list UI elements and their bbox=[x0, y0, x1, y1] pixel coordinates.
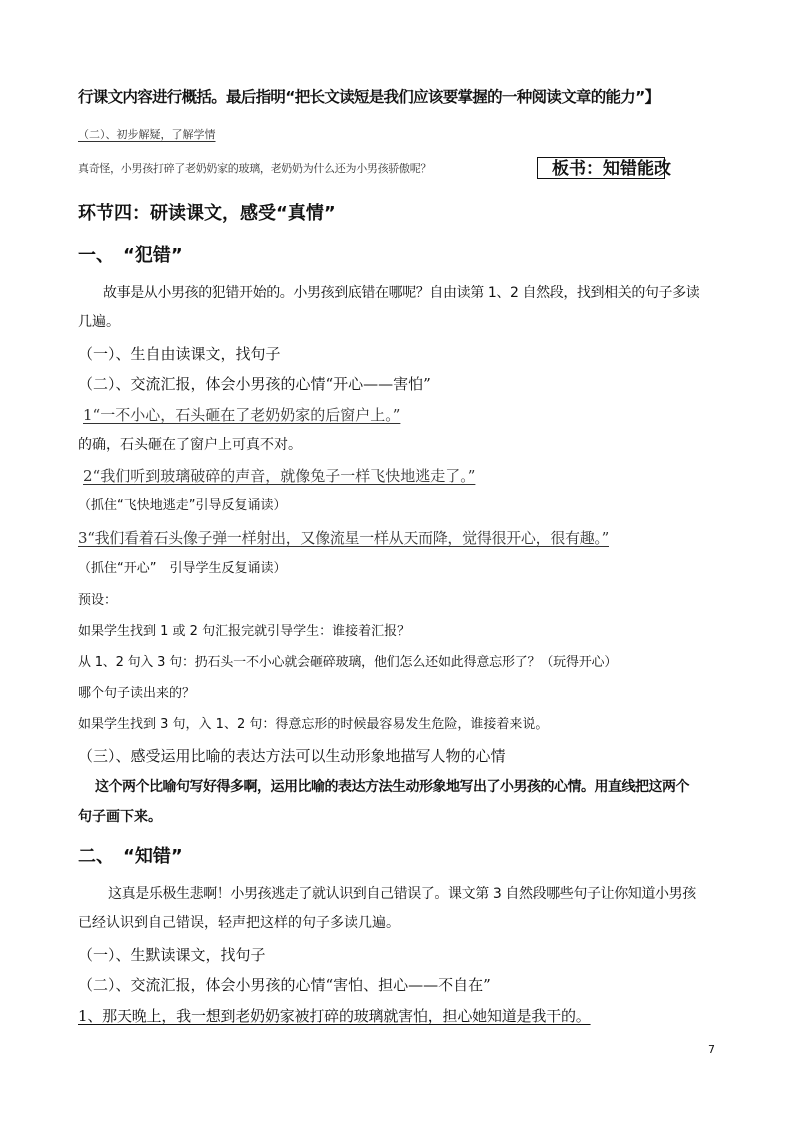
paragraph-text: 这真是乐极生悲啊！小男孩逃走了就认识到自己错误了。课文第 3 自然段哪些句子让你知道小男孩 bbox=[108, 886, 696, 902]
paragraph-text: 预设： bbox=[78, 593, 118, 608]
list-item: （二）、交流汇报，体会小男孩的心情“害怕、担心——不自在” bbox=[78, 976, 491, 994]
quoted-sentence: 3“我们看着石头像子弹一样射出，又像流星一样从天而降，觉得很开心，很有趣。” bbox=[78, 529, 609, 547]
paragraph-text: （抓住“飞快地逃走”引导反复诵读） bbox=[78, 498, 287, 513]
paragraph-text: 的确，石头砸在了窗户上可真不对。 bbox=[78, 437, 302, 453]
section-heading: 二、 “知错” bbox=[78, 846, 183, 867]
list-item: （二）、交流汇报，体会小男孩的心情“开心——害怕” bbox=[78, 375, 431, 393]
page-number: 7 bbox=[708, 1043, 715, 1056]
section-heading: （二）、初步解疑，了解学情 bbox=[78, 128, 216, 141]
paragraph-text: 几遍。 bbox=[78, 314, 120, 330]
paragraph-text: 句子画下来。 bbox=[78, 809, 162, 825]
paragraph-text: 已经认识到自己错误，轻声把这样的句子多读几遍。 bbox=[78, 915, 400, 931]
section-heading: 一、 “犯错” bbox=[78, 245, 183, 266]
paragraph-text: 这个两个比喻句写好得多啊，运用比喻的表达方法生动形象地写出了小男孩的心情。用直线把这两个 bbox=[95, 779, 689, 795]
section-heading: 环节四：研读课文，感受“真情” bbox=[78, 203, 336, 224]
list-item: （一）、生自由读课文，找句子 bbox=[78, 345, 281, 363]
question-text: 真奇怪，小男孩打碎了老奶奶家的玻璃，老奶奶为什么还为小男孩骄傲呢？ bbox=[78, 162, 432, 175]
quoted-sentence: 1、那天晚上，我一想到老奶奶家被打碎的玻璃就害怕，担心她知道是我干的。 bbox=[78, 1007, 591, 1025]
paragraph-text: 从 1、2 句入 3 句：扔石头一不小心就会砸碎玻璃，他们怎么还如此得意忘形了？（玩得开心） bbox=[78, 655, 618, 670]
list-item: （三）、感受运用比喻的表达方法可以生动形象地描写人物的心情 bbox=[78, 747, 506, 765]
blackboard-note: 板书：知错能改 bbox=[537, 157, 665, 179]
quoted-sentence: 1“一不小心，石头砸在了老奶奶家的后窗户上。” bbox=[83, 406, 401, 424]
paragraph-text: （抓住“开心” 引导学生反复诵读） bbox=[78, 561, 287, 576]
paragraph-text: 故事是从小男孩的犯错开始的。小男孩到底错在哪呢？自由读第 1、2 自然段，找到相关的句子多读 bbox=[103, 285, 700, 301]
quoted-sentence: 2“我们听到玻璃破碎的声音，就像兔子一样飞快地逃走了。” bbox=[83, 467, 476, 485]
paragraph-text: 如果学生找到 3 句，入 1、2 句：得意忘形的时候最容易发生危险，谁接着来说。 bbox=[78, 717, 549, 732]
paragraph-text: 行课文内容进行概括。最后指明“把长文读短是我们应该要掌握的一种阅读文章的能力”】 bbox=[78, 88, 660, 106]
paragraph-text: 如果学生找到 1 或 2 句汇报完就引导学生：谁接着汇报？ bbox=[78, 624, 411, 639]
list-item: （一）、生默读课文，找句子 bbox=[78, 946, 266, 964]
paragraph-text: 哪个句子读出来的？ bbox=[78, 686, 196, 701]
